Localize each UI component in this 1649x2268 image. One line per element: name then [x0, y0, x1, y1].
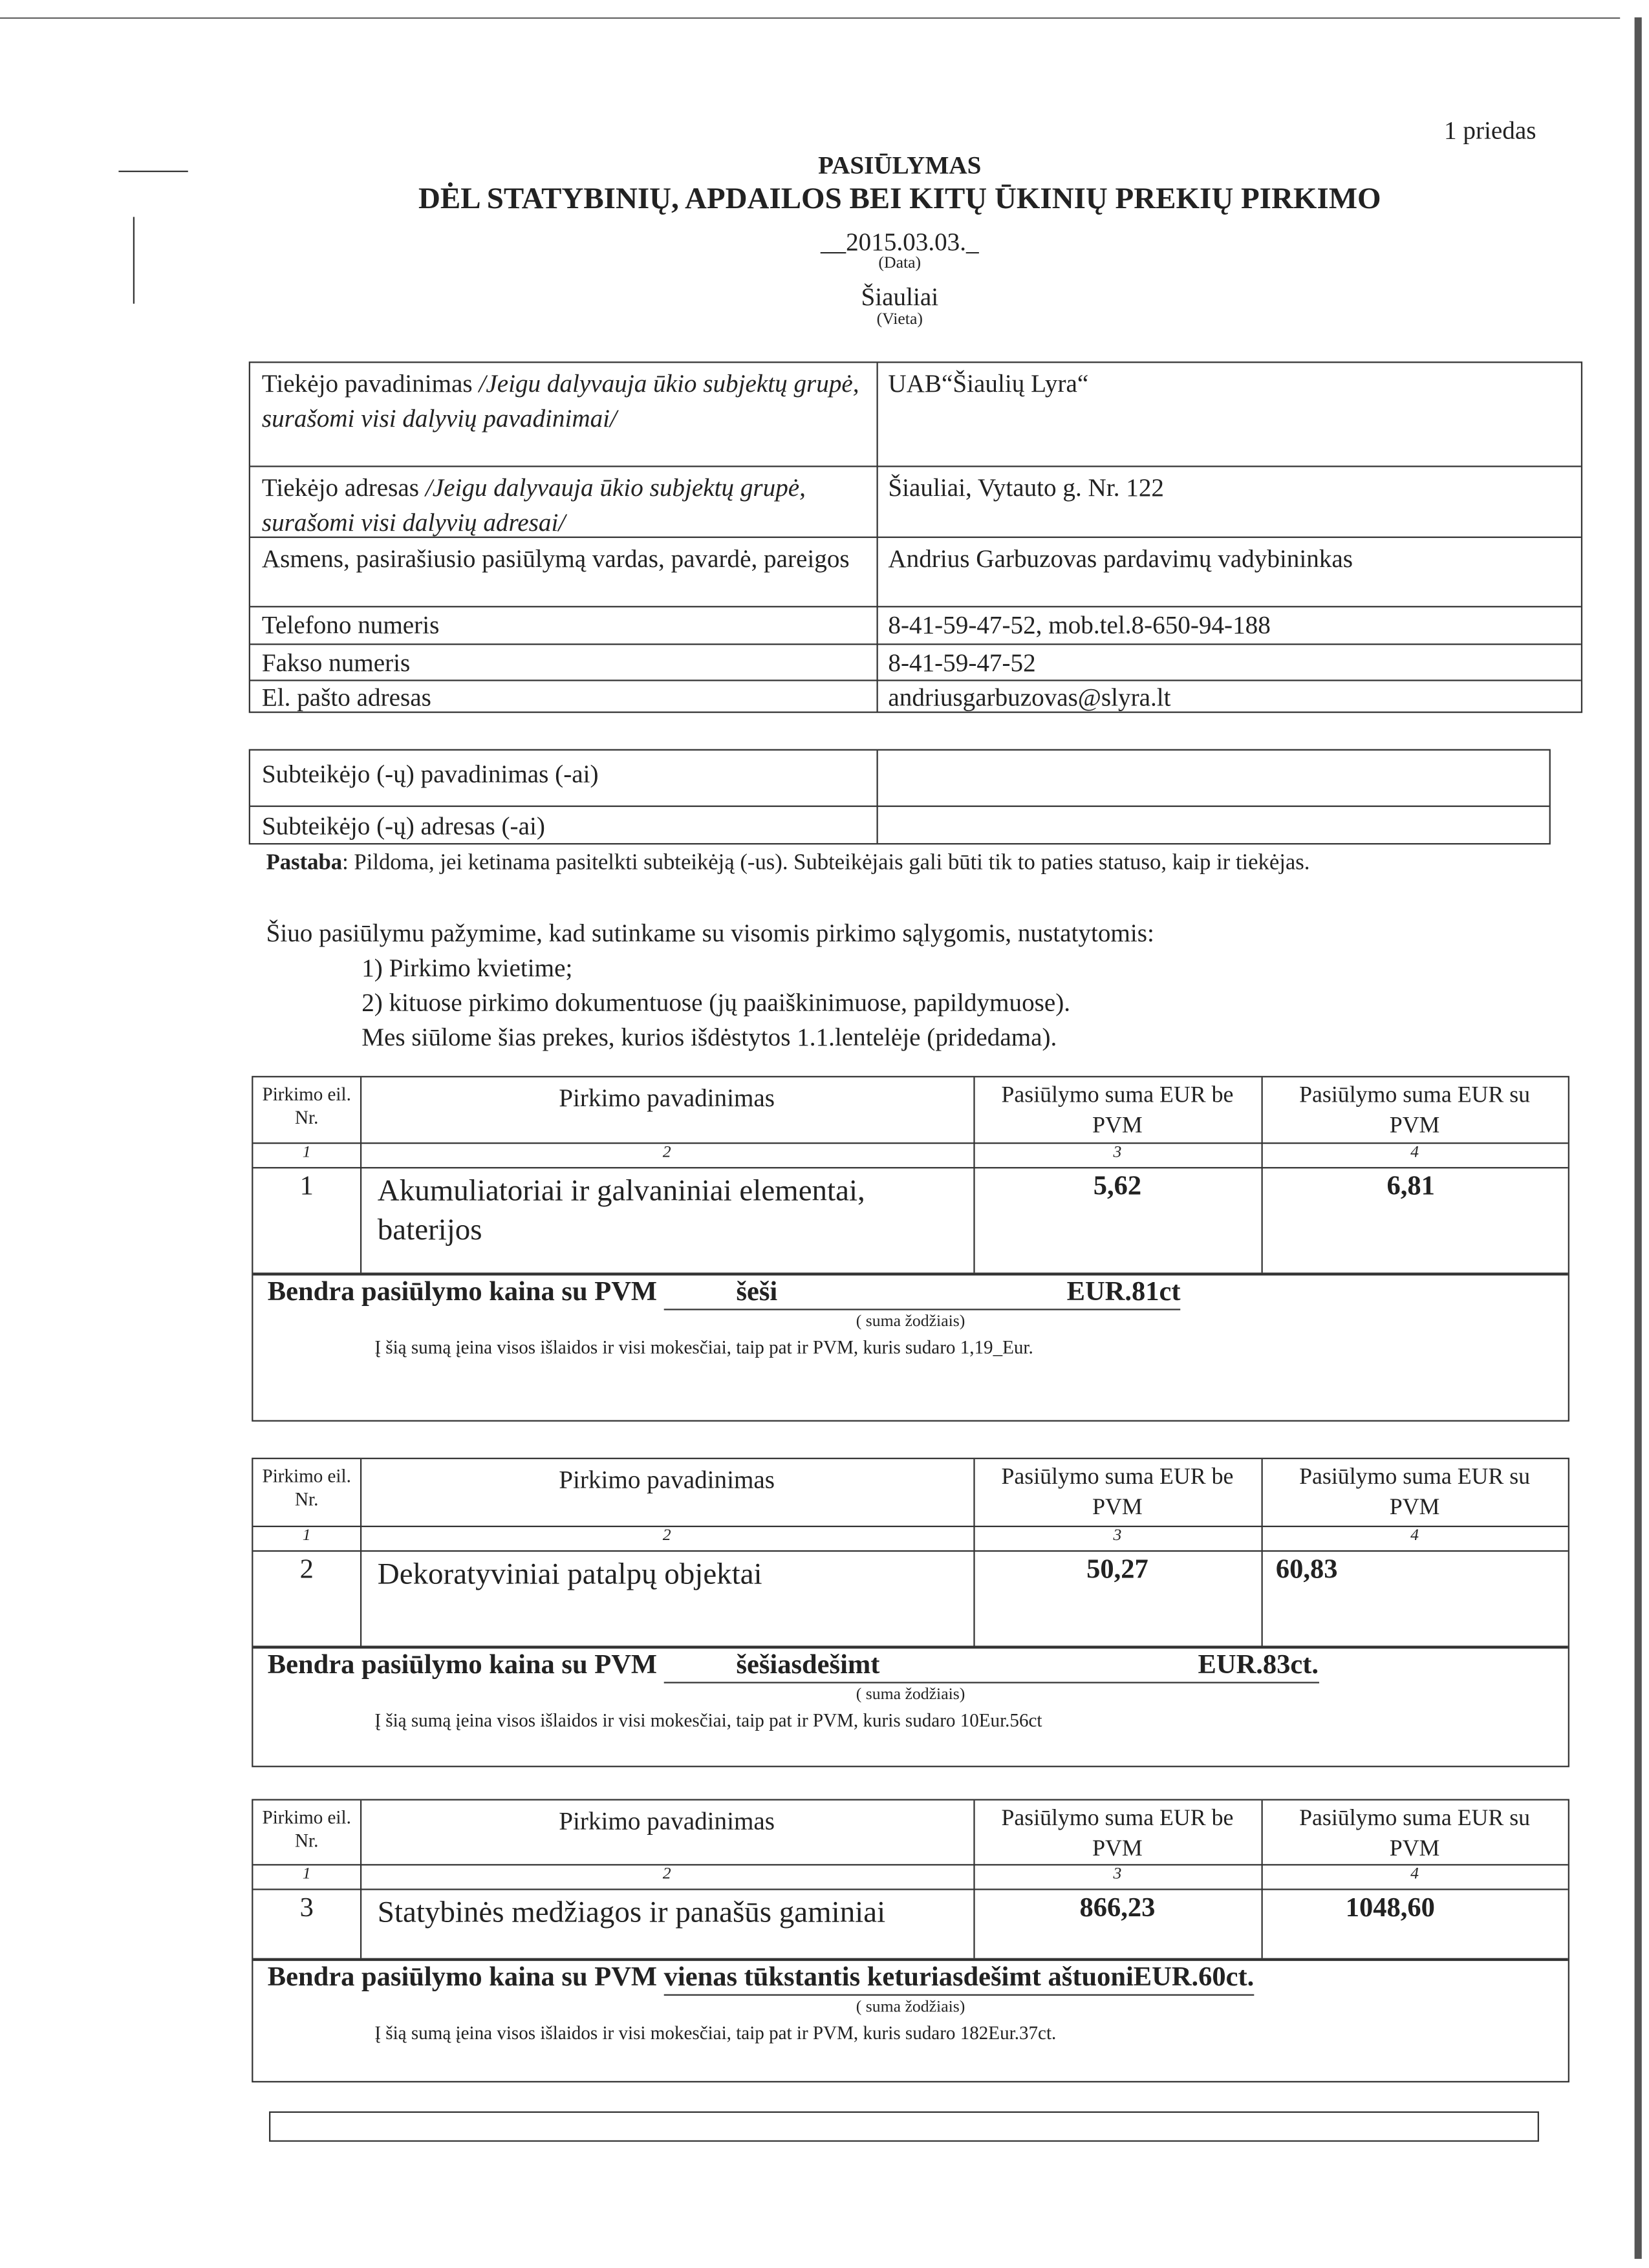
- offer-table: [252, 1458, 1569, 1768]
- item-sum-no-vat: 5,62: [1093, 1171, 1142, 1202]
- header-no: Pirkimo eil. Nr.: [262, 1806, 351, 1852]
- total-line: Bendra pasiūlymo kaina su PVM šeši EUR.81ct: [256, 1274, 1192, 1313]
- col-number: 2: [662, 1527, 671, 1545]
- item-name: Statybinės medžiagos ir panašūs gaminiai: [377, 1894, 886, 1929]
- subcontractor-table: [249, 749, 1551, 845]
- words-label: ( suma žodžiais): [856, 1998, 965, 2017]
- agreement-intro: Šiuo pasiūlymu pažymime, kad sutinkame su visomis pirkimo sąlygomis, nustatytomis:: [266, 918, 1154, 948]
- col-number: 4: [1410, 1144, 1419, 1162]
- total-in-words: šešiasdešimt EUR.83ct.: [664, 1650, 1319, 1683]
- item-sum-vat: 60,83: [1275, 1554, 1338, 1585]
- phone-value: 8-41-59-47-52, mob.tel.8-650-94-188: [888, 610, 1271, 639]
- email-value: andriusgarbuzovas@slyra.lt: [888, 682, 1171, 712]
- col-number: 3: [1113, 1865, 1122, 1883]
- header-sum-no-vat: Pasiūlymo suma EUR be PVM: [1001, 1464, 1234, 1520]
- words-label: ( suma žodžiais): [856, 1686, 965, 1704]
- item-name: Dekoratyviniai patalpų objektai: [377, 1556, 762, 1591]
- item-sum-vat: 6,81: [1386, 1171, 1435, 1202]
- signer-value: Andrius Garbuzovas pardavimų vadybininkas: [888, 544, 1353, 573]
- header-no: Pirkimo eil. Nr.: [262, 1464, 351, 1510]
- supplier-table: [249, 361, 1582, 713]
- agreement-item: 2) kituose pirkimo dokumentuose (jų paaiškinimuose, papildymuose).: [361, 987, 1071, 1017]
- doc-place: Šiauliai: [861, 282, 939, 311]
- total-in-words: vienas tūkstantis keturiasdešimt aštuoniEUR.60ct.: [664, 1962, 1255, 1995]
- col-number: 1: [302, 1865, 311, 1883]
- total-in-words: šeši EUR.81ct: [664, 1277, 1181, 1310]
- subcontractor-name-value: [877, 753, 900, 759]
- col-number: 2: [662, 1144, 671, 1162]
- header-no: Pirkimo eil. Nr.: [262, 1083, 351, 1128]
- col-number: 1: [302, 1144, 311, 1162]
- vat-note: Į šią sumą įeina visos išlaidos ir visi mokesčiai, taip pat ir PVM, kuris sudaro 10Eur.56ct: [374, 1709, 1042, 1731]
- total-line: Bendra pasiūlymo kaina su PVM vienas tūkstantis keturiasdešimt aštuoniEUR.60ct.: [256, 1960, 1266, 1998]
- col-number: 4: [1410, 1865, 1419, 1883]
- offer-table: [252, 1076, 1569, 1422]
- vat-note: Į šią sumą įeina visos išlaidos ir visi mokesčiai, taip pat ir PVM, kuris sudaro 182Eur.37ct.: [374, 2022, 1057, 2044]
- item-no: 2: [299, 1554, 314, 1585]
- offer-table: [252, 1799, 1569, 2082]
- header-sum-no-vat: Pasiūlymo suma EUR be PVM: [1001, 1806, 1234, 1861]
- scan-edge: [0, 17, 1620, 19]
- item-no: 1: [299, 1171, 314, 1202]
- subcontractor-address-label: Subteikėjo (-ų) adresas (-ai): [261, 811, 545, 840]
- date-label: (Data): [878, 254, 921, 272]
- phone-label: Telefono numeris: [261, 610, 440, 639]
- place-label: (Vieta): [876, 310, 923, 328]
- supplier-address-value: Šiauliai, Vytauto g. Nr. 122: [888, 473, 1164, 502]
- scan-edge: [1635, 17, 1642, 2259]
- header-sum-no-vat: Pasiūlymo suma EUR be PVM: [1001, 1083, 1234, 1139]
- header-sum-vat: Pasiūlymo suma EUR su PVM: [1299, 1083, 1531, 1139]
- empty-box: [269, 2112, 1539, 2142]
- col-number: 1: [302, 1527, 311, 1545]
- doc-subtitle: DĖL STATYBINIŲ, APDAILOS BEI KITŲ ŪKINIŲ PREKIŲ PIRKIMO: [418, 180, 1381, 216]
- total-line: Bendra pasiūlymo kaina su PVM šešiasdešimt EUR.83ct.: [256, 1647, 1330, 1686]
- email-label: El. pašto adresas: [261, 682, 431, 712]
- col-number: 2: [662, 1865, 671, 1883]
- supplier-name-label: Tiekėjo pavadinimas /Jeigu dalyvauja ūkio subjektų grupė, surašomi visi dalyvių pavadinimai/: [261, 369, 859, 433]
- header-name: Pirkimo pavadinimas: [559, 1083, 775, 1113]
- doc-title: PASIŪLYMAS: [818, 150, 982, 180]
- header-name: Pirkimo pavadinimas: [559, 1806, 775, 1835]
- item-name: Akumuliatoriai ir galvaniniai elementai, baterijos: [377, 1173, 865, 1247]
- words-label: ( suma žodžiais): [856, 1313, 965, 1331]
- annex-label: 1 priedas: [1444, 115, 1536, 145]
- item-sum-vat: 1048,60: [1345, 1892, 1435, 1923]
- header-sum-vat: Pasiūlymo suma EUR su PVM: [1299, 1806, 1531, 1861]
- subcontractor-name-label: Subteikėjo (-ų) pavadinimas (-ai): [261, 759, 599, 789]
- col-number: 4: [1410, 1527, 1419, 1545]
- offer-sentence: Mes siūlome šias prekes, kurios išdėstytos 1.1.lentelėje (pridedama).: [361, 1022, 1057, 1052]
- item-no: 3: [299, 1892, 314, 1923]
- signer-label: Asmens, pasirašiusio pasiūlymą vardas, pavardė, pareigos: [261, 544, 850, 573]
- note: Pastaba: Pildoma, jei ketinama pasitelkti subteikėją (-us). Subteikėjais gali būti tik to paties statuso, kaip ir tiekėjas.: [266, 850, 1310, 875]
- col-number: 3: [1113, 1144, 1122, 1162]
- fax-value: 8-41-59-47-52: [888, 648, 1036, 677]
- item-sum-no-vat: 50,27: [1086, 1554, 1148, 1585]
- doc-date: __2015.03.03._: [820, 227, 979, 256]
- header-name: Pirkimo pavadinimas: [559, 1464, 775, 1494]
- agreement-item: 1) Pirkimo kvietime;: [361, 953, 573, 982]
- vat-note: Į šią sumą įeina visos išlaidos ir visi mokesčiai, taip pat ir PVM, kuris sudaro 1,19_Eur.: [374, 1336, 1033, 1358]
- col-number: 3: [1113, 1527, 1122, 1545]
- header-sum-vat: Pasiūlymo suma EUR su PVM: [1299, 1464, 1531, 1520]
- supplier-address-label: Tiekėjo adresas /Jeigu dalyvauja ūkio subjektų grupė, surašomi visi dalyvių adresai/: [261, 473, 806, 537]
- supplier-name-value: UAB“Šiaulių Lyra“: [888, 369, 1089, 398]
- item-sum-no-vat: 866,23: [1079, 1892, 1156, 1923]
- subcontractor-address-value: [877, 808, 900, 811]
- fax-label: Fakso numeris: [261, 648, 411, 677]
